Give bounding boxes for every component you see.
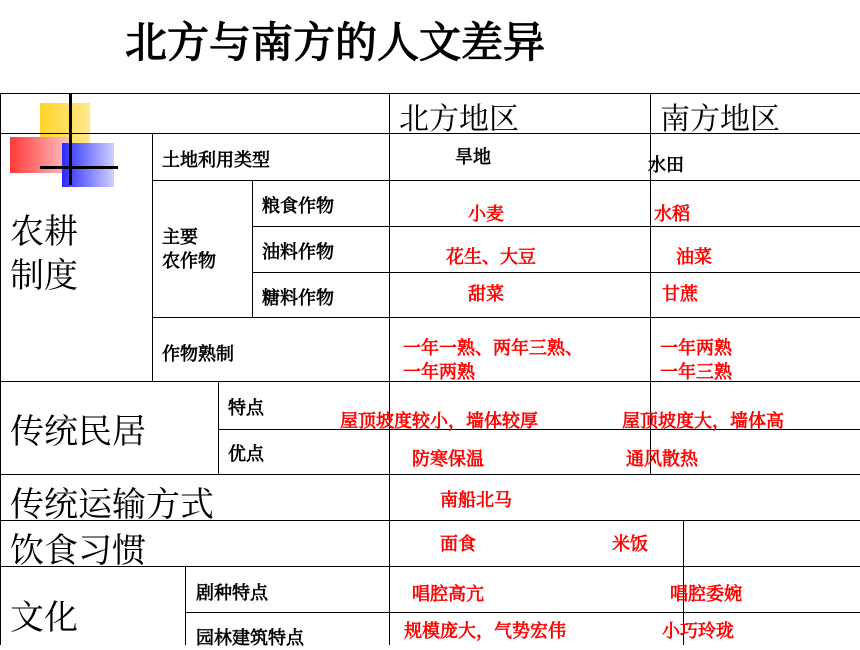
culture-category: 文化 bbox=[10, 598, 78, 638]
main-crops-label: 主要 农作物 bbox=[162, 227, 216, 272]
south-region-header: 南方地区 bbox=[660, 102, 780, 137]
opera-south: 唱腔委婉 bbox=[670, 584, 742, 605]
sugar-crop-south: 甘蔗 bbox=[662, 284, 698, 305]
ripening-north: 一年一熟、两年三熟、 一年两熟 bbox=[403, 338, 583, 383]
sugar-crop-north: 甜菜 bbox=[468, 284, 504, 305]
diet-category: 饮食习惯 bbox=[10, 531, 146, 571]
housing-advantages-south: 通风散热 bbox=[626, 449, 698, 470]
page-title: 北方与南方的人文差异 bbox=[125, 18, 546, 67]
housing-features-south: 屋顶坡度大，墙体高 bbox=[622, 411, 784, 432]
housing-advantages-north: 防寒保温 bbox=[412, 449, 484, 470]
garden-south: 小巧玲珑 bbox=[662, 621, 734, 642]
sugar-crop-label: 糖料作物 bbox=[262, 288, 334, 309]
land-use-label: 土地利用类型 bbox=[162, 150, 270, 171]
land-use-north: 旱地 bbox=[455, 147, 491, 168]
ripening-label: 作物熟制 bbox=[162, 344, 234, 365]
housing-advantages-label: 优点 bbox=[228, 444, 264, 465]
transport-category: 传统运输方式 bbox=[10, 485, 214, 525]
diet-north: 面食 bbox=[440, 534, 476, 555]
housing-features-north: 屋顶坡度较小，墙体较厚 bbox=[340, 411, 538, 432]
ripening-south: 一年两熟 一年三熟 bbox=[660, 338, 732, 383]
oil-crop-south: 油菜 bbox=[676, 247, 712, 268]
land-use-south: 水田 bbox=[648, 155, 684, 176]
diet-south: 米饭 bbox=[612, 534, 648, 555]
housing-features-label: 特点 bbox=[228, 398, 264, 419]
housing-category: 传统民居 bbox=[10, 412, 146, 452]
garden-label: 园林建筑特点 bbox=[196, 628, 304, 649]
opera-label: 剧种特点 bbox=[196, 583, 268, 604]
farming-category: 农耕 制度 bbox=[10, 212, 78, 296]
oil-crop-north: 花生、大豆 bbox=[446, 247, 536, 268]
opera-north: 唱腔高亢 bbox=[412, 584, 484, 605]
north-region-header: 北方地区 bbox=[399, 102, 519, 137]
grain-crop-north: 小麦 bbox=[468, 204, 504, 225]
oil-crop-label: 油料作物 bbox=[262, 242, 334, 263]
grain-crop-label: 粮食作物 bbox=[262, 196, 334, 217]
garden-north: 规模庞大，气势宏伟 bbox=[404, 621, 566, 642]
transport-value: 南船北马 bbox=[440, 490, 512, 511]
grain-crop-south: 水稻 bbox=[654, 204, 690, 225]
